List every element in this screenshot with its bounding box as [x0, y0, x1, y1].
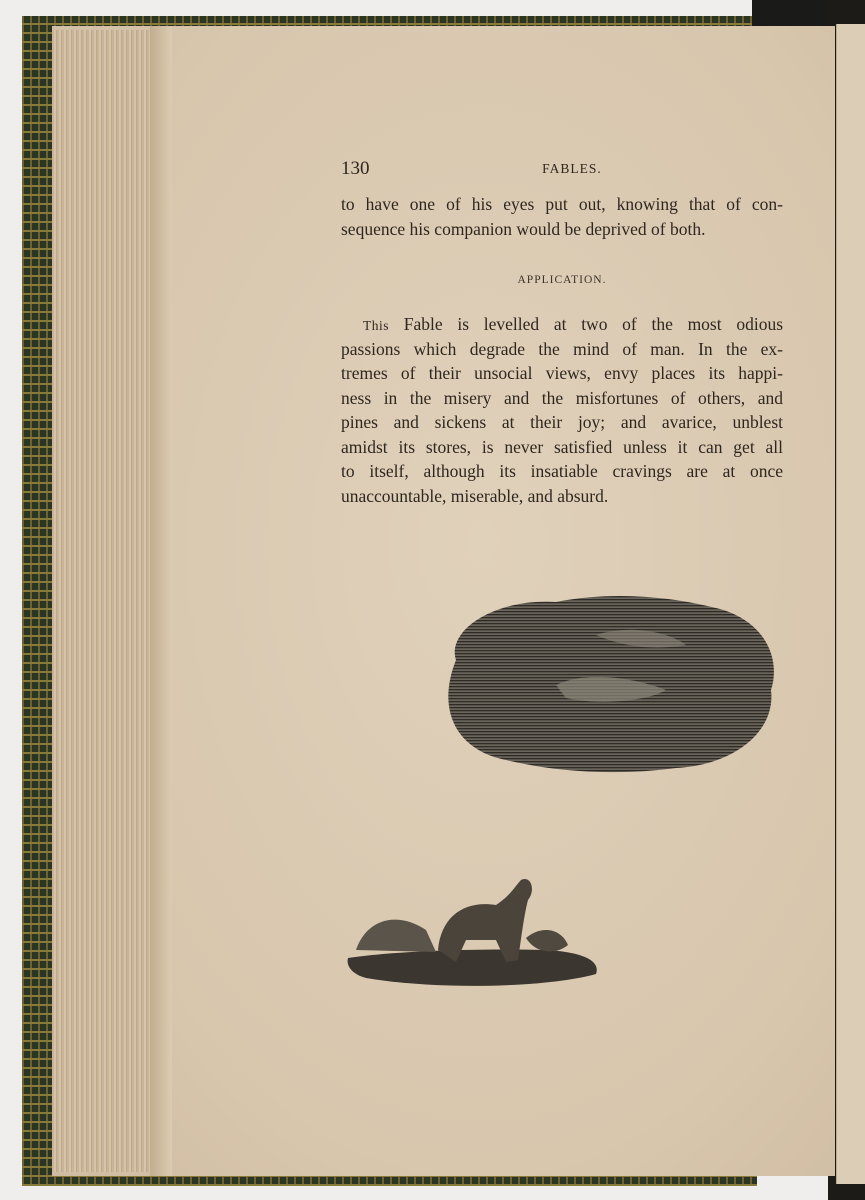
text-line: to have one of his eyes put out, knowing that of con-: [341, 194, 783, 214]
text-line: unaccountable, miserable, and absurd.: [341, 486, 609, 506]
dog-vignette-engraving: [346, 870, 602, 992]
text-fragment: Fable is levelled at two of the most odious: [389, 314, 783, 334]
text-line: sequence his companion would be deprived of both.: [341, 219, 706, 239]
running-head: FABLES.: [542, 161, 602, 176]
text-line: passions which degrade the mind of man. In the ex-: [341, 339, 783, 359]
page-gutter: [150, 26, 172, 1176]
facing-page-edge: [836, 24, 865, 1184]
paragraph-first-line: [341, 314, 783, 338]
text-line: pines and sickens at their joy; and avarice, unblest: [341, 412, 783, 432]
text-line: to itself, although its insatiable cravings are at once: [341, 461, 783, 481]
first-word: This: [363, 318, 390, 333]
page-stack-edges: [52, 30, 160, 1172]
text-line: tremes of their unsocial views, envy places its happi-: [341, 363, 783, 383]
text-line: amidst its stores, is never satisfied unless it can get all: [341, 437, 783, 457]
page-header: [341, 158, 783, 182]
page-number: 130: [341, 158, 370, 179]
text-line: ness in the misery and the misfortunes of others, and: [341, 388, 783, 408]
night-sky-engraving: [436, 590, 781, 780]
section-heading: APPLICATION.: [517, 274, 607, 286]
